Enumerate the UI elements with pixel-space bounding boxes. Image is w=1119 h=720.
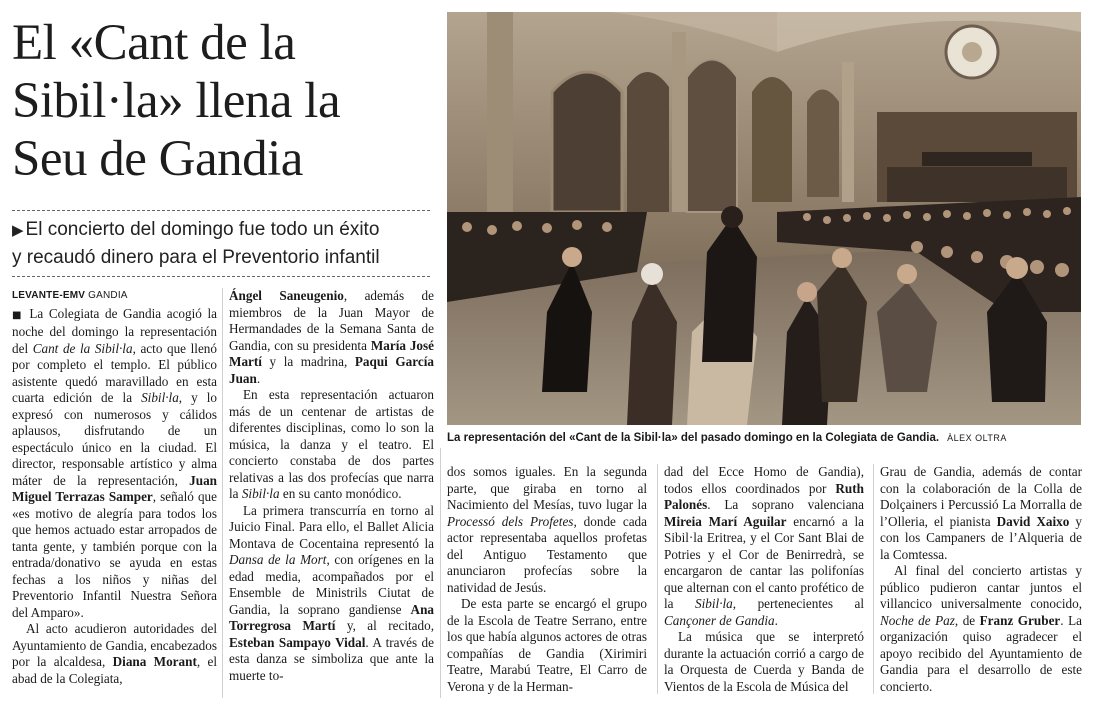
byline-city: GANDIA: [88, 290, 128, 301]
text-run: La Colegiata de Gandia acogió la noche del domingo la representación del: [12, 305, 217, 356]
italic-run: Dansa de la Mort: [229, 552, 327, 567]
text-run: encarnó a la Sibil·la Eritrea, y el Cor Sant Blai de Potries y el Cor de Benirredrà, se encargaron de cantar las polifonías que alternan con el canto profético de la: [664, 513, 864, 611]
paragraph: [880, 464, 1082, 563]
subhead-line-2: y recaudó dinero para el Preventorio infantil: [12, 247, 380, 268]
caption-text: La representación del «Cant de la Sibil·la» del pasado domingo en la Colegiata de Gandia.: [447, 432, 940, 444]
paragraph: [447, 596, 647, 695]
person-name: Diana Morant: [112, 654, 197, 669]
person-name: Esteban Sampayo Vidal: [229, 634, 366, 650]
column-separator: [873, 464, 874, 694]
text-run: , pertenecientes al: [732, 596, 864, 611]
person-name: Ana Torregrosa Martí: [229, 601, 434, 633]
paragraph: [229, 503, 434, 685]
column-separator: [657, 464, 658, 694]
paragraph: [447, 464, 647, 596]
italic-run: Sibil·la: [695, 596, 733, 611]
text-run: , y lo expresó con numerosos y cálidos aplausos, disfrutando de un espectáculo único en la ciudad. El director, responsable artístico y alma máter de la representación,: [12, 390, 217, 488]
text-run: Al acto acudieron autoridades del Ayuntamiento de Gandia, encabezados por la alcaldesa,: [12, 621, 217, 669]
byline-agency: LEVANTE-EMV: [12, 290, 86, 301]
text-run: , con orígenes en la edad media, acompañados por el Ensemble de Ministrils Ciutat de Gandia, la soprano gandiense: [229, 552, 434, 617]
text-run: . A través de esta danza se simboliza que ante la muerte to-: [229, 634, 434, 683]
paragraph: [664, 464, 864, 629]
column-separator: [222, 288, 223, 698]
headline-line-2: Sibil·la» llena la: [12, 73, 341, 129]
headline-line-1: El «Cant de la: [12, 15, 296, 71]
text-run: dad del Ecce Homo de Gandia), todos ellos coordinados por: [664, 464, 864, 496]
paragraph: [229, 288, 434, 387]
text-run: La primera transcurría en torno al Juicio Final. Para ello, el Ballet Alicia Montava de Cocentaina representó la: [229, 502, 434, 551]
text-run: Grau de Gandia, además de contar con la colaboración de la Colla de Dolçainers i Percussió La Morralla de l’Olleria, el pianista: [880, 464, 1082, 529]
headline: [12, 14, 432, 188]
italic-run: Sibil·la: [241, 486, 280, 501]
italic-run: Noche de Paz: [880, 612, 955, 628]
person-name: Ruth Palonés: [664, 480, 864, 512]
italic-run: Sibil·la: [141, 390, 179, 405]
article-column-5: [880, 464, 1082, 695]
text-run: , acto que llenó por completo el templo. El público asistente quedó maravillado en esta cuarta edición de la: [12, 340, 217, 405]
text-run: en su canto monódico.: [279, 486, 402, 501]
person-name: Mireia Marí Aguilar: [664, 513, 787, 529]
text-run: Al final del concierto artistas y público pudieron cantar juntos el villancico universalmente conocido,: [880, 563, 1082, 611]
text-run: En esta representación actuaron más de un centenar de artistas de diferentes disciplinas, como lo son la música, la danza y el teatro. El concierto constaba de dos partes relativas a las dos profecías que narra la: [229, 387, 434, 501]
person-name: David Xaixo: [996, 513, 1070, 529]
article-column-4: [664, 464, 864, 695]
text-run: dos somos iguales. En la segunda parte, que giraba en torno al Nacimiento del Mesías, tuvo lugar la: [447, 464, 647, 512]
photo-caption: [447, 432, 1081, 444]
text-run: De esta parte se encargó el grupo de la Escola de Teatre Serrano, entre los que había algunos actores de otras compañías de Gandia (Xirimiri Teatre, Marabú Teatre, El Carro de Verona y de la Herman-: [447, 596, 647, 694]
text-run: , el abad de la Colegiata,: [12, 654, 217, 686]
italic-run: Cançoner de Gandia: [664, 612, 775, 628]
italic-run: Cant de la Sibil·la: [32, 340, 133, 356]
person-name: Ángel Saneugenio: [229, 288, 344, 303]
text-run: . La soprano valenciana: [707, 497, 864, 512]
article-column-3: [447, 464, 647, 695]
paragraph: [229, 387, 434, 503]
article-photo: [447, 12, 1081, 425]
text-run: y la madrina,: [261, 354, 355, 369]
text-run: , además de miembros de la Juan Mayor de Hermandades de la Semana Santa de Gandia, con su presidenta: [229, 288, 434, 353]
text-run: .: [774, 612, 778, 628]
article-column-2: [229, 288, 434, 684]
subhead-top-rule: [12, 210, 430, 211]
text-run: , señaló que «es motivo de alegría para todos los que hemos actuado estar arropados de tanta gente, y también porque con la entrada/donativo se ayuda en estas fechas a los niños y niñas del Preventorio Infantil Nuestra Señora del Amparo».: [12, 489, 217, 620]
person-name: Juan Miguel Terrazas Samper: [12, 472, 217, 504]
headline-line-3: Seu de Gandia: [12, 131, 303, 187]
column-separator: [440, 448, 441, 698]
paragraph: [664, 629, 864, 695]
text-run: .: [256, 370, 261, 386]
paragraph: [880, 563, 1082, 695]
text-run: . La organización quiso agradecer el apoyo recibido del Ayuntamiento de Gandia para el desarrollo de este concierto.: [880, 612, 1082, 694]
text-run: , de: [954, 612, 980, 628]
subhead: [12, 216, 437, 271]
triangle-marker-icon: ▶: [12, 222, 24, 239]
italic-run: Processó dels Profetes: [447, 513, 574, 529]
text-run: y con los Campaners de l’Alqueria de la Comtessa.: [880, 513, 1082, 562]
square-marker-icon: ■: [12, 309, 24, 321]
person-name: María José Martí: [229, 337, 435, 369]
paragraph: [12, 306, 217, 622]
person-name: Paqui García Juan: [229, 354, 434, 386]
text-run: , donde cada actor representaba aquellos profetas del Antiguo Testamento que anunciaron profecías sobre la natividad de Jesús.: [447, 513, 647, 595]
subhead-line-1: El concierto del domingo fue todo un éxito: [25, 219, 380, 240]
photo-credit: ÀLEX OLTRA: [947, 433, 1007, 443]
text-run: La música que se interpretó durante la actuación corrió a cargo de la Orquesta de Cuerda y Banda de Vientos de la Escola de Música del: [664, 629, 864, 694]
church-scene-illustration: [447, 12, 1081, 425]
byline: [12, 288, 217, 305]
article-column-1: [12, 288, 217, 687]
person-name: Franz Gruber: [979, 612, 1061, 628]
paragraph: [12, 621, 217, 687]
text-run: y, al recitado,: [346, 618, 434, 633]
subhead-bottom-rule: [12, 276, 430, 277]
